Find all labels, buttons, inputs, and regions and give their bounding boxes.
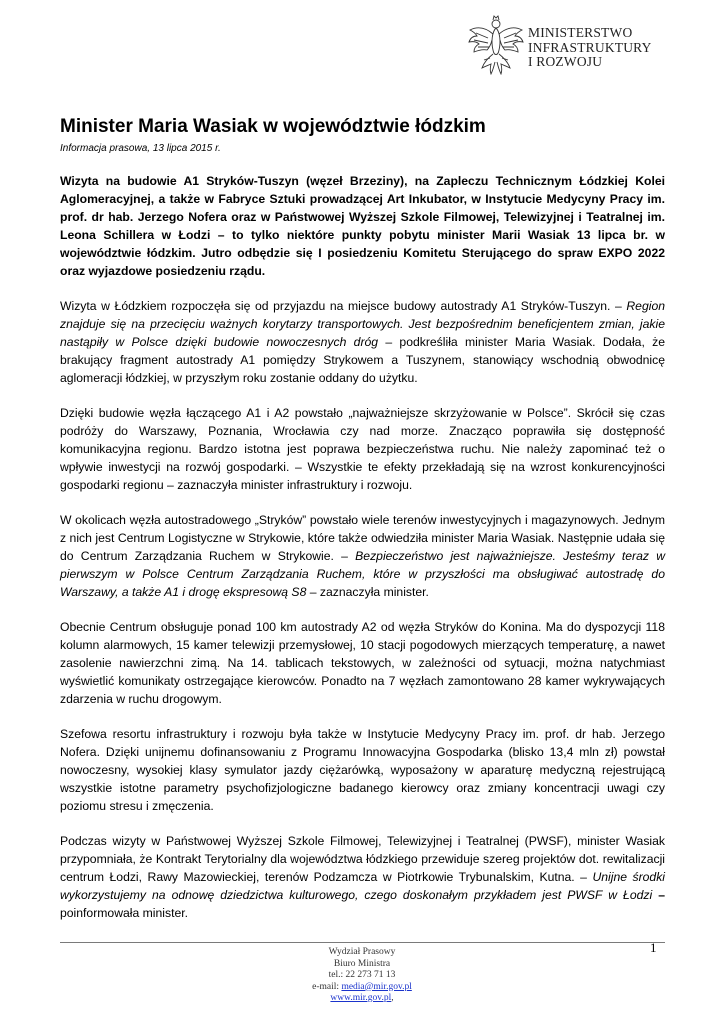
paragraph-1 bbox=[60, 297, 665, 387]
paragraph-1-text-c: – podkreśliła minister Maria Wasiak. Dodała, że brakujący fragment autostrady A1 pomiędzy Strykowem a Tuszynem, stanowiący wschodnią obwodnicę aglomeracji łódzkiej, w przyszłym roku zostanie oddany do użytku. bbox=[60, 335, 665, 385]
footer-email-label: e-mail: bbox=[312, 981, 342, 992]
paragraph-3-text-c: – zaznaczyła minister. bbox=[306, 585, 429, 599]
footer-office: Biuro Ministra bbox=[333, 958, 391, 969]
ministry-line-2: INFRASTRUKTURY bbox=[528, 39, 652, 55]
footer-contact bbox=[262, 947, 462, 1005]
paragraph-4: Obecnie Centrum obsługuje ponad 100 km autostrady A2 od węzła Stryków do Konina. Ma do dyspozycji 118 kolumn alarmowych, 15 kamer telewizji przemysłowej, 10 stacji pogodowych mierzących temperaturę, a nawet zasolenie nawierzchni zimą. Na 14. tablicach tekstowych, w zależności od sytuacji, można natychmiast wyświetlić komunikaty ostrzegające kierowców. Ponadto na 7 węzłach zamontowano 28 kamer wykrywających zdarzenia w ruchu drogowym. bbox=[60, 620, 665, 706]
paragraph-2: Dzięki budowie węzła łączącego A1 i A2 powstało „najważniejsze skrzyżowanie w Polsce”. Skrócił się czas podróży do Warszawy, Poznania, Wrocławia czy nad morze. Znacząco poprawiła się dostępność komunikacyjna regionu. Bardzo istotna jest poprawa bezpieczeństwa ruchu. Nie należy zapominać też o wpływie inwestycji na rozwój gospodarki. – Wszystkie te efekty przekładają się na wzrost konkurencyjności gospodarki regionu – zaznaczyła minister infrastruktury i rozwoju. bbox=[60, 406, 665, 492]
paragraph-6-dash: – bbox=[652, 888, 665, 902]
page-title: Minister Maria Wasiak w województwie łódzkim bbox=[60, 116, 486, 137]
ministry-line-3: I ROZWOJU bbox=[528, 54, 603, 69]
paragraph-3-text-a: W okolicach węzła autostradowego „Stryków” powstało wiele terenów inwestycyjnych i magazynowych. Jednym z nich jest Centrum Logistyczne w Strykowie, które także odwiedziła minister Maria Wasiak. Następnie udała się do Centrum Zarządzania Ruchem w Strykowie. – bbox=[60, 513, 665, 563]
press-release-date: Informacja prasowa, 13 lipca 2015 r. bbox=[60, 143, 221, 154]
paragraph-1-text-a: Wizyta w Łódzkiem rozpoczęła się od przyjazdu na miejsce budowy autostrady A1 Stryków-Tuszyn. – bbox=[60, 299, 627, 313]
ministry-line-1: MINISTERSTWO bbox=[528, 25, 633, 40]
footer-phone: tel.: 22 273 71 13 bbox=[328, 970, 396, 980]
article-body bbox=[60, 172, 665, 939]
website-link[interactable]: www.mir.gov.pl bbox=[330, 993, 392, 1003]
paragraph-1-quote: Region znajduje się na przecięciu ważnych korytarzy transportowych. Jest bezpośrednim beneficjentem zmian, jakie nastąpiły w Polsce dzięki budowie nowoczesnych dróg bbox=[60, 299, 665, 349]
page-number: 1 bbox=[650, 940, 657, 955]
eagle-emblem-icon bbox=[466, 14, 526, 76]
footer-website-suffix: , bbox=[391, 993, 394, 1003]
paragraph-6-quote: Unijne środki wykorzystujemy na odnowę dziedzictwa kulturowego, czego doskonałym przykładem jest PWSF w Łodzi bbox=[60, 870, 665, 902]
paragraph-3 bbox=[60, 511, 665, 601]
footer-divider bbox=[60, 942, 665, 943]
paragraph-5: Szefowa resortu infrastruktury i rozwoju była także w Instytucie Medycyny Pracy im. prof. dr hab. Jerzego Nofera. Dzięki unijnemu dofinansowaniu z Programu Innowacyjna Gospodarka (blisko 13,4 mln zł) powstał nowoczesny, wysokiej klasy symulator jazdy ciężarówką, wyposażony w aparaturę medyczną rejestrującą wszystkie istotne parametry psychofizjologiczne badanego kierowcy oraz zmiany koncentracji uwagi czy poziomu stresu i zmęczenia. bbox=[60, 727, 665, 813]
footer-department: Wydział Prasowy bbox=[328, 947, 396, 957]
email-link[interactable]: media@mir.gov.pl bbox=[341, 981, 412, 992]
paragraph-3-quote: Bezpieczeństwo jest najważniejsze. Jesteśmy teraz w pierwszym w Polsce Centrum Zarządzania Ruchem, które w przyszłości ma obsługiwać autostradę do Warszawy, a także A1 i drogę ekspresową S8 bbox=[60, 549, 665, 599]
paragraph-6-text-a: Podczas wizyty w Państwowej Wyższej Szkole Filmowej, Telewizyjnej i Teatralnej (PWSF), minister Wasiak przypomniała, że Kontrakt Terytorialny dla województwa łódzkiego przewiduje szereg projektów dot. rewitalizacji centrum Łodzi, Rawy Mazowieckiej, terenów Podzamcza w Piotrkowie Trybunalskim, Kutna. – bbox=[60, 834, 665, 884]
paragraph-6-text-d: poinformowała minister. bbox=[60, 906, 189, 920]
footer-email-row bbox=[262, 982, 462, 994]
ministry-name bbox=[528, 26, 652, 70]
footer-website-row bbox=[262, 993, 462, 1005]
paragraph-6 bbox=[60, 832, 665, 922]
lead-paragraph: Wizyta na budowie A1 Stryków-Tuszyn (węzeł Brzeziny), na Zapleczu Technicznym Łódzkiej Kolei Aglomeracyjnej, a także w Fabryce Sztuki prowadzącej Art Inkubator, w Instytucie Medycyny Pracy im. prof. dr hab. Jerzego Nofera oraz w Państwowej Wyższej Szkole Filmowej, Telewizyjnej i Teatralnej im. Leona Schillera w Łodzi – to tylko niektóre punkty pobytu minister Marii Wasiak 13 lipca br. w województwie łódzkim. Jutro odbędzie się I posiedzeniu Komitetu Sterującego do spraw EXPO 2022 oraz wyjazdowe posiedzeniu rządu. bbox=[60, 174, 665, 278]
